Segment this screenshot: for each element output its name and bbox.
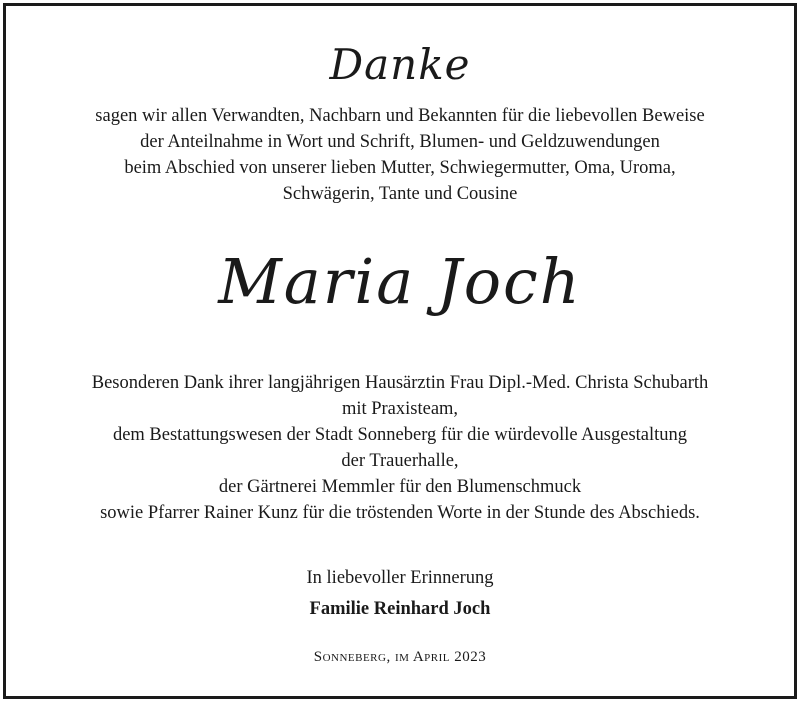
notice-heading: Danke (329, 40, 471, 89)
intro-line: der Anteilnahme in Wort und Schrift, Blumen- und Geldzuwendungen (140, 132, 660, 152)
thanks-paragraph (0, 370, 800, 526)
thanks-line: sowie Pfarrer Rainer Kunz für die tröstenden Worte in der Stunde des Abschieds. (100, 503, 700, 523)
thanks-line: mit Praxisteam, (341, 399, 459, 419)
thanks-line: der Trauerhalle, (341, 451, 459, 471)
intro-line: Schwägerin, Tante und Cousine (282, 184, 518, 204)
intro-paragraph (0, 103, 800, 207)
intro-line: beim Abschied von unserer lieben Mutter, Schwiegermutter, Oma, Uroma, (124, 158, 676, 178)
place-date: Sonneberg, im April 2023 (313, 649, 487, 665)
thanks-line: Besonderen Dank ihrer langjährigen Hausärztin Frau Dipl.-Med. Christa Schubarth (91, 373, 709, 393)
thanks-line: dem Bestattungswesen der Stadt Sonneberg für die würdevolle Ausgestaltung (112, 425, 688, 445)
intro-line: sagen wir allen Verwandten, Nachbarn und Bekannten für die liebevollen Beweise (95, 106, 705, 126)
family-signature: Familie Reinhard Joch (309, 599, 491, 619)
closing-phrase: In liebevoller Erinnerung (306, 568, 494, 588)
deceased-name: Maria Joch (218, 245, 582, 318)
thanks-line: der Gärtnerei Memmler für den Blumenschmuck (218, 477, 582, 497)
